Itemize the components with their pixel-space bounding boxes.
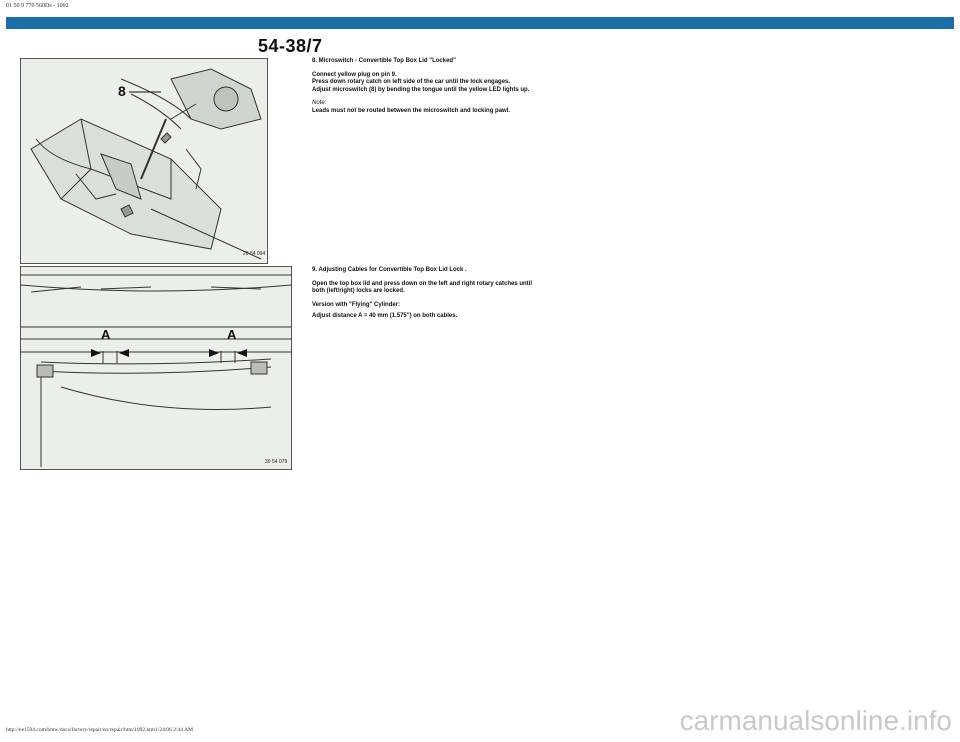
section-9-line: both (left/right) locks are locked. bbox=[312, 288, 405, 294]
section-8 bbox=[312, 58, 582, 115]
section-8-line: Adjust microswitch (8) by bending the tongue until the yellow LED lights up. bbox=[312, 86, 530, 93]
section-8-line: Connect yellow plug on pin 9. bbox=[312, 71, 397, 78]
version-heading: Version with "Flying" Cylinder: bbox=[312, 301, 401, 308]
note-label: Note: bbox=[312, 100, 327, 106]
section-8-title: 8. Microswitch - Convertible Top Box Lid "Locked" bbox=[312, 58, 456, 64]
footer-url: http://ee1594.com/bmw/docs/factory/repair/en/repair/htm/1092.htm1/24/06 2:44 AM bbox=[6, 727, 193, 733]
cable-adjustment-illustration bbox=[20, 266, 292, 470]
header-bar bbox=[6, 17, 954, 29]
page-number: 54-38/7 bbox=[258, 36, 323, 56]
section-8-line: Press down rotary catch on left side of the car until the lock engages. bbox=[312, 79, 511, 85]
microswitch-drawing bbox=[21, 59, 267, 263]
section-9-line: Open the top box lid and press down on the left and right rotary catches until bbox=[312, 280, 533, 287]
section-9-title: 9. Adjusting Cables for Convertible Top Box Lid Lock . bbox=[312, 267, 467, 273]
watermark: carmanualsonline.info bbox=[679, 705, 952, 736]
microswitch-illustration bbox=[20, 58, 268, 264]
callout-8: 8 bbox=[118, 83, 126, 99]
figure-code: 20 54 094 bbox=[243, 251, 266, 257]
section-9 bbox=[312, 267, 582, 321]
document-header-id: 01 50 9 770 560Ds - 1092 bbox=[6, 3, 69, 9]
note-text: Leads must not be routed between the microswitch and locking pawl. bbox=[312, 107, 511, 114]
callout-a-left: A bbox=[101, 327, 111, 342]
callout-a-right: A bbox=[227, 327, 237, 342]
figure-code: 30 54 079 bbox=[265, 459, 288, 465]
cable-drawing bbox=[21, 267, 291, 469]
adjust-instruction: Adjust distance A = 40 mm (1.575") on both cables. bbox=[312, 313, 458, 319]
